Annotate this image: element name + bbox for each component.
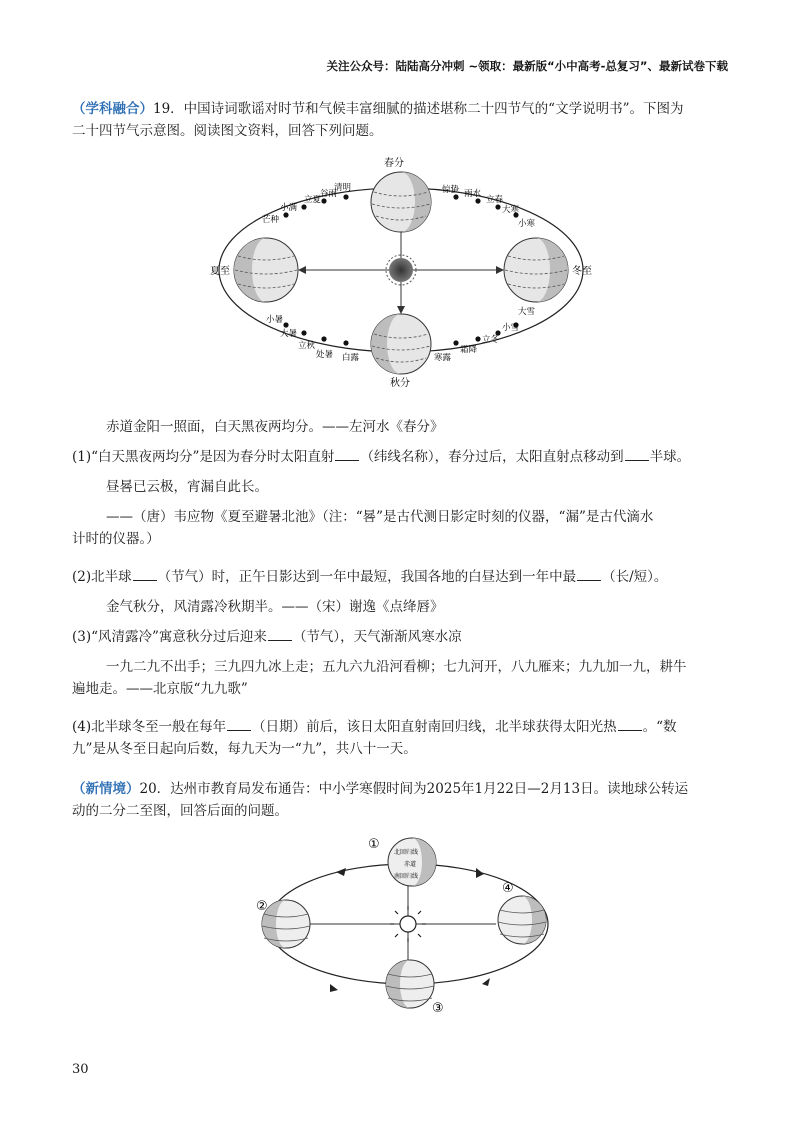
q19-intro-line2: 二十四节气示意图。阅读图文资料，回答下列问题。	[72, 123, 383, 139]
globe-top-2	[388, 838, 436, 886]
globe-bottom-2	[386, 960, 434, 1008]
label-chunfen: 春分	[384, 158, 404, 169]
label-qiufen: 秋分	[390, 378, 410, 389]
arrow-right	[496, 266, 504, 274]
q20-intro	[72, 778, 732, 822]
label-qingming: 清明	[334, 183, 352, 193]
globe-spring	[371, 172, 431, 232]
label-lichun: 立春	[486, 195, 504, 205]
q20-intro-line2: 动的二分二至图，回答后面的问题。	[72, 803, 288, 819]
note-line1: ——（唐）韦应物《夏至避暑北池》（注：“晷”是古代测日影定时刻的仪器，“漏”是古代滴水	[106, 509, 654, 525]
page-header: 关注公众号：陆陆高分冲刺 ~领取：最新版“小中高考-总复习”、最新试卷下载	[326, 59, 728, 73]
jiujiu-line2: 遍地走。——北京版“九九歌”	[72, 681, 248, 697]
label-hanlu: 寒露	[434, 353, 452, 363]
label-daxue: 大雪	[518, 307, 536, 317]
label-lixia: 立夏	[304, 195, 322, 205]
q20-intro-line1: 20．达州市教育局发布通告：中小学寒假时间为2025年1月22日—2月13日。读地球公转运	[139, 781, 689, 797]
note-line2: 计时的仪器。）	[72, 531, 160, 547]
question-1	[72, 446, 732, 468]
label-dahan: 大寒	[502, 205, 520, 215]
label-jingzhe: 惊蛰	[442, 185, 460, 195]
q19-intro	[72, 98, 732, 142]
label-dashu: 大暑	[280, 329, 298, 339]
q2-blank-1[interactable]	[133, 566, 157, 581]
poem-jiujiu	[72, 656, 732, 700]
q3-text-a: (3)“风清露冷”寓意秋分过后迎来	[72, 629, 267, 645]
page-number: 30	[72, 1062, 89, 1077]
q3-text-b: （节气），天气渐渐风寒水凉	[292, 629, 462, 645]
q4-text-b: （日期）前后，该日太阳直射南回归线，北半球获得太阳光热	[252, 719, 617, 735]
marker-2: ②	[256, 899, 268, 914]
q19-intro-line1: 19．中国诗词歌谣对时节和气候丰富细腻的描述堪称二十四节气的“文学说明书”。下图为	[153, 101, 684, 117]
q1-text-b: （纬线名称），春分过后，太阳直射点移动到	[360, 449, 624, 465]
q4-text-d: 九”是从冬至日起向后数，每九天为一“九”，共八十一天。	[72, 741, 417, 757]
q2-text-a: (2)北半球	[72, 569, 132, 585]
jiujiu-line1: 一九二九不出手；三九四九冰上走；五九六九沿河看柳；七九河开，八九雁来；九九加一九，耕牛	[106, 659, 687, 675]
poem-chunfen: 赤道金阳一照面，白天黑夜两均分。——左河水《春分》	[106, 419, 444, 435]
q1-text-c: 半球。	[649, 449, 691, 465]
q1-text-a: (1)“白天黑夜两均分”是因为春分时太阳直射	[72, 449, 335, 465]
label-xiaohan: 小寒	[518, 219, 536, 229]
label-mangzhong: 芒种	[262, 215, 280, 225]
q2-text-b: （节气）时，正午日影达到一年中最短，我国各地的白昼达到一年中最	[157, 569, 577, 585]
solar-terms-diagram	[196, 152, 606, 392]
label-xiaoman: 小满	[280, 203, 298, 213]
globe-left-2	[262, 900, 310, 948]
q3-blank-1[interactable]	[268, 626, 292, 641]
q4-blank-1[interactable]	[227, 716, 251, 731]
q4-blank-2[interactable]	[618, 716, 642, 731]
label-liqiu: 立秋	[298, 341, 316, 351]
globe-autumn	[371, 314, 431, 374]
label-xiaoshu: 小暑	[266, 315, 284, 325]
globe-summer	[234, 238, 298, 302]
label-dongzhi: 冬至	[572, 266, 592, 277]
poem-qiufen: 金气秋分，风清露冷秋期半。——（宋）谢逸《点绛唇》	[106, 599, 444, 615]
q4-text-c: 。“数	[642, 719, 677, 735]
q2-text-c: （长/短）。	[602, 569, 668, 585]
q1-blank-1[interactable]	[335, 446, 359, 461]
label-shuangjiang: 霜降	[460, 345, 478, 355]
arrow-down	[397, 306, 405, 314]
question-2	[72, 566, 732, 588]
label-xiazhi: 夏至	[210, 266, 230, 277]
globe-winter	[504, 238, 568, 302]
arrow-left	[298, 266, 306, 274]
q2-blank-2[interactable]	[577, 566, 601, 581]
marker-1: ①	[368, 837, 380, 852]
q19-tag: （学科融合）	[72, 101, 153, 117]
poem-xiazhi: 昼晷已云极，宵漏自此长。	[106, 479, 268, 495]
q1-blank-2[interactable]	[625, 446, 649, 461]
question-4	[72, 716, 732, 760]
orbit-diagram	[246, 834, 566, 1024]
label-lidong: 立冬	[482, 335, 500, 345]
q20-tag: （新情境）	[72, 781, 140, 797]
question-3	[72, 626, 732, 648]
poem-xiazhi-note	[72, 506, 732, 550]
sun-icon	[386, 255, 416, 285]
label-guyu: 谷雨	[320, 189, 338, 199]
q4-text-a: (4)北半球冬至一般在每年	[72, 719, 227, 735]
label-chushu: 处暑	[316, 350, 334, 360]
globe-label-tropic-n: 北回归线	[394, 849, 419, 856]
label-xiaoxue: 小雪	[502, 323, 520, 333]
globe-label-tropic-s: 南回归线	[394, 873, 419, 880]
globe-label-equator: 赤道	[404, 861, 417, 868]
label-bailu: 白露	[342, 353, 360, 363]
label-yushui: 雨水	[464, 189, 482, 199]
marker-4: ④	[502, 881, 514, 896]
globe-right-2	[498, 896, 546, 944]
marker-3: ③	[432, 1001, 444, 1016]
